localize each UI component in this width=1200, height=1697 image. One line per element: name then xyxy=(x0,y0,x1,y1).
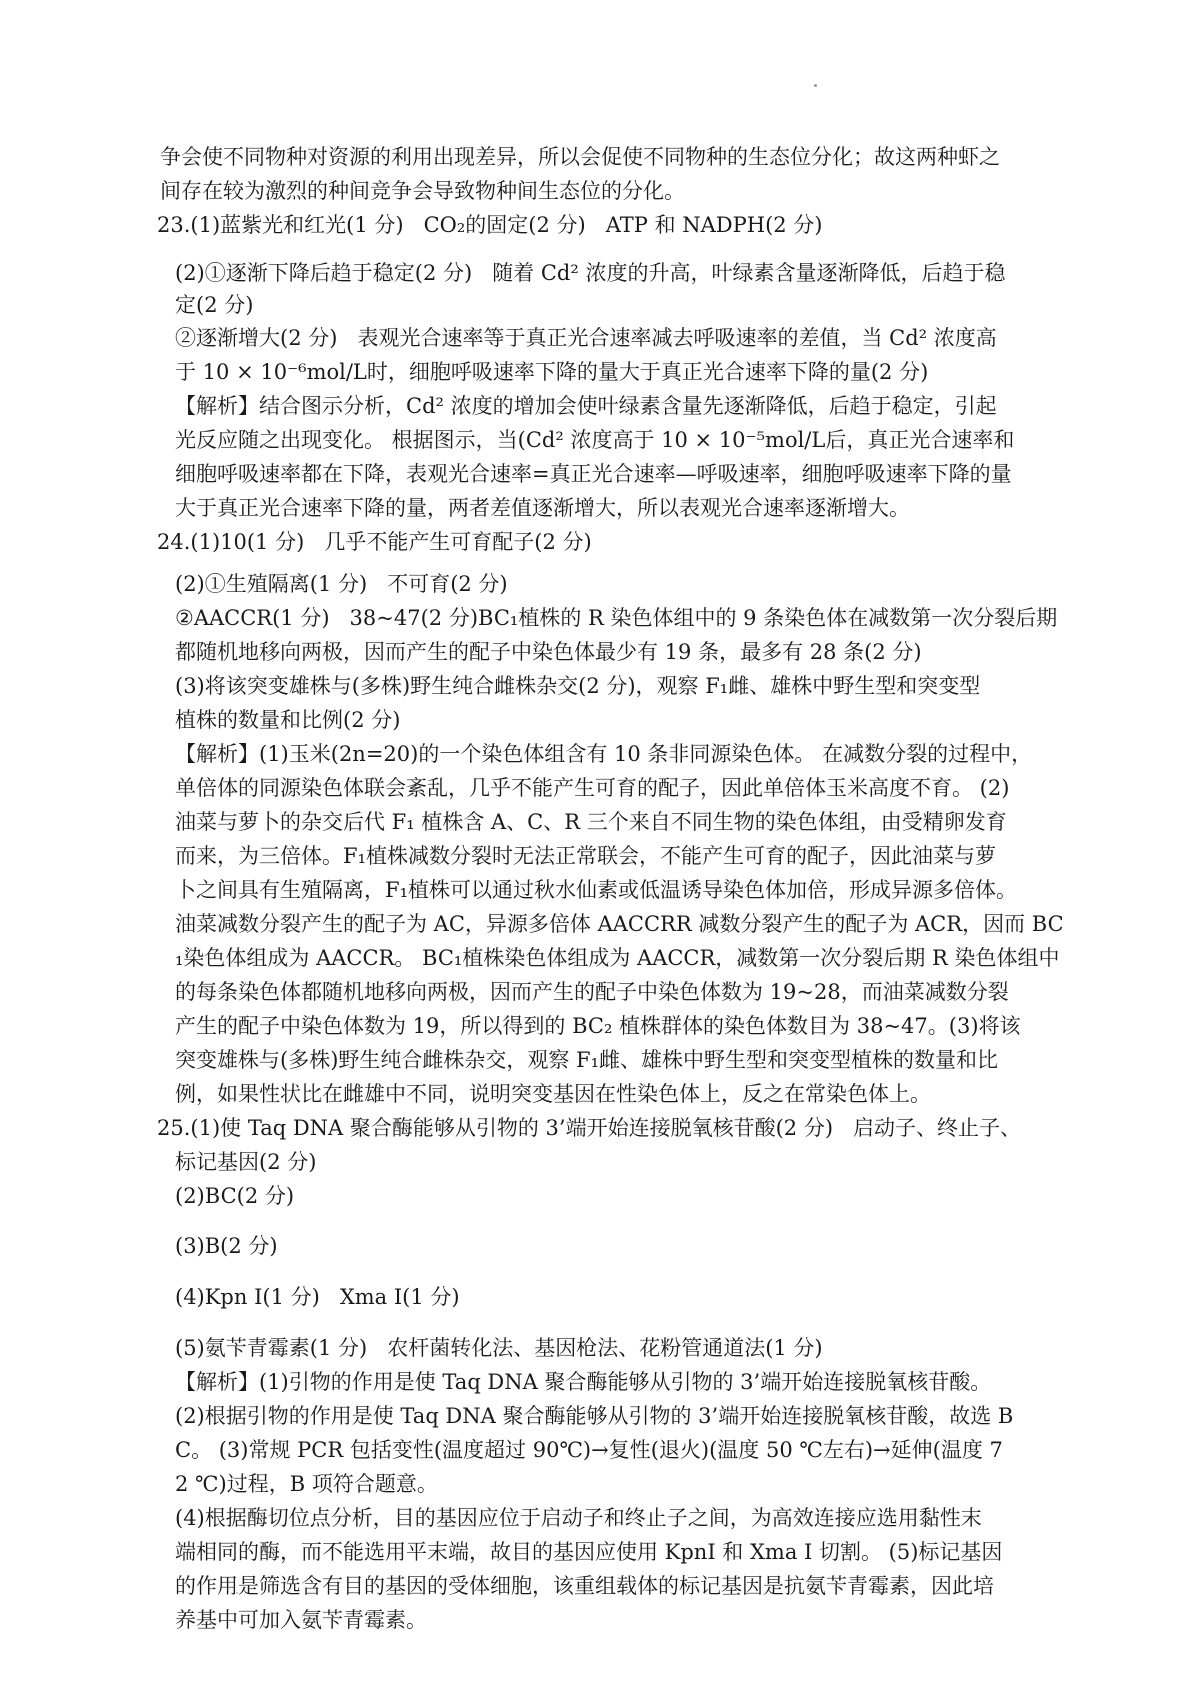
text-line: 24.(1)10(1 分) 几乎不能产生可育配子(2 分) xyxy=(157,530,592,554)
text-line: 油菜减数分裂产生的配子为 AC，异源多倍体 AACCRR 减数分裂产生的配子为 ACR，因而 BC xyxy=(175,912,1064,936)
text-line: 光反应随之出现变化。 根据图示，当(Cd² 浓度高于 10 × 10⁻⁵mol/L后，真正光合速率和 xyxy=(175,428,1015,452)
text-line: (3)B(2 分) xyxy=(175,1234,278,1258)
text-line: ②AACCR(1 分) 38~47(2 分)BC₁植株的 R 染色体组中的 9 条染色体在减数第一次分裂后期 xyxy=(175,606,1058,630)
text-line: 油菜与萝卜的杂交后代 F₁ 植株含 A、C、R 三个来自不同生物的染色体组，由受精卵发育 xyxy=(175,810,1007,834)
text-line: 25.(1)使 Taq DNA 聚合酶能够从引物的 3’端开始连接脱氧核苷酸(2 分) 启动子、终止子、 xyxy=(157,1116,1022,1140)
text-line: 突变雄株与(多株)野生纯合雌株杂交，观察 F₁雌、雄株中野生型和突变型植株的数量和比 xyxy=(175,1048,999,1072)
text-line: 2 ℃)过程，B 项符合题意。 xyxy=(175,1472,438,1496)
text-line: 而来，为三倍体。F₁植株减数分裂时无法正常联会，不能产生可育的配子，因此油菜与萝 xyxy=(175,844,996,868)
text-line: 【解析】(1)引物的作用是使 Taq DNA 聚合酶能够从引物的 3’端开始连接脱氧核苷酸。 xyxy=(175,1370,992,1394)
text-line: 定(2 分) xyxy=(175,293,254,317)
text-line: 卜之间具有生殖隔离，F₁植株可以通过秋水仙素或低温诱导染色体加倍，形成异源多倍体。 xyxy=(175,878,1017,902)
text-line: 23.(1)蓝紫光和红光(1 分) CO₂的固定(2 分) ATP 和 NADPH(2 分) xyxy=(157,213,823,237)
text-line: (2)①逐渐下降后趋于稳定(2 分) 随着 Cd² 浓度的升高，叶绿素含量逐渐降低，后趋于稳 xyxy=(175,261,1006,285)
text-line: 【解析】(1)玉米(2n=20)的一个染色体组含有 10 条非同源染色体。 在减数分裂的过程中， xyxy=(175,742,1033,766)
text-line: C。 (3)常规 PCR 包括变性(温度超过 90℃)→复性(退火)(温度 50 ℃左右)→延伸(温度 7 xyxy=(175,1438,1003,1462)
text-line: ₁染色体组成为 AACCR。 BC₁植株染色体组成为 AACCR，减数第一次分裂后期 R 染色体组中 xyxy=(175,946,1060,970)
text-line: (4)根据酶切位点分析，目的基因应位于启动子和终止子之间，为高效连接应选用黏性末 xyxy=(175,1506,982,1530)
text-line: 争会使不同物种对资源的利用出现差异，所以会促使不同物种的生态位分化；故这两种虾之 xyxy=(160,145,1000,169)
text-line: 端相同的酶，而不能选用平末端，故目的基因应使用 KpnI 和 Xma I 切割。 (5)标记基因 xyxy=(175,1540,1003,1564)
text-line: 养基中可加入氨苄青霉素。 xyxy=(175,1608,427,1632)
text-line: (2)①生殖隔离(1 分) 不可育(2 分) xyxy=(175,572,508,596)
text-line: 细胞呼吸速率都在下降，表观光合速率=真正光合速率—呼吸速率，细胞呼吸速率下降的量 xyxy=(175,462,1012,486)
text-line: 大于真正光合速率下降的量，两者差值逐渐增大，所以表观光合速率逐渐增大。 xyxy=(175,496,910,520)
text-line: 都随机地移向两极，因而产生的配子中染色体最少有 19 条，最多有 28 条(2 分) xyxy=(175,640,922,664)
text-line: (5)氨苄青霉素(1 分) 农杆菌转化法、基因枪法、花粉管通道法(1 分) xyxy=(175,1336,823,1360)
text-line: (2)根据引物的作用是使 Taq DNA 聚合酶能够从引物的 3’端开始连接脱氧核苷酸，故选 B xyxy=(175,1404,1014,1428)
text-line: (3)将该突变雄株与(多株)野生纯合雌株杂交(2 分)，观察 F₁雌、雄株中野生型和突变型 xyxy=(175,674,981,698)
text-line: 例，如果性状比在雌雄中不同，说明突变基因在性染色体上，反之在常染色体上。 xyxy=(175,1082,931,1106)
text-line: 【解析】结合图示分析，Cd² 浓度的增加会使叶绿素含量先逐渐降低，后趋于稳定，引起 xyxy=(175,394,997,418)
text-line: 标记基因(2 分) xyxy=(175,1150,317,1174)
text-line: 间存在较为激烈的种间竞争会导致物种间生态位的分化。 xyxy=(160,179,685,203)
text-line: 于 10 × 10⁻⁶mol/L时，细胞呼吸速率下降的量大于真正光合速率下降的量(2 分) xyxy=(175,360,929,384)
text-line: (2)BC(2 分) xyxy=(175,1184,295,1208)
text-line: 的作用是筛选含有目的基因的受体细胞，该重组载体的标记基因是抗氨苄青霉素，因此培 xyxy=(175,1574,994,1598)
text-line: 单倍体的同源染色体联会紊乱，几乎不能产生可育的配子，因此单倍体玉米高度不育。 (2) xyxy=(175,776,1010,800)
text-line: ②逐渐增大(2 分) 表观光合速率等于真正光合速率减去呼吸速率的差值，当 Cd² 浓度高 xyxy=(175,326,997,350)
text-line: 的每条染色体都随机地移向两极，因而产生的配子中染色体数为 19~28，而油菜减数分裂 xyxy=(175,980,1009,1004)
text-line: 植株的数量和比例(2 分) xyxy=(175,708,401,732)
text-line: (4)Kpn I(1 分) Xma I(1 分) xyxy=(175,1285,460,1309)
scan-speck xyxy=(814,84,817,87)
text-line: 产生的配子中染色体数为 19，所以得到的 BC₂ 植株群体的染色体数目为 38~47。(3)将该 xyxy=(175,1014,1021,1038)
